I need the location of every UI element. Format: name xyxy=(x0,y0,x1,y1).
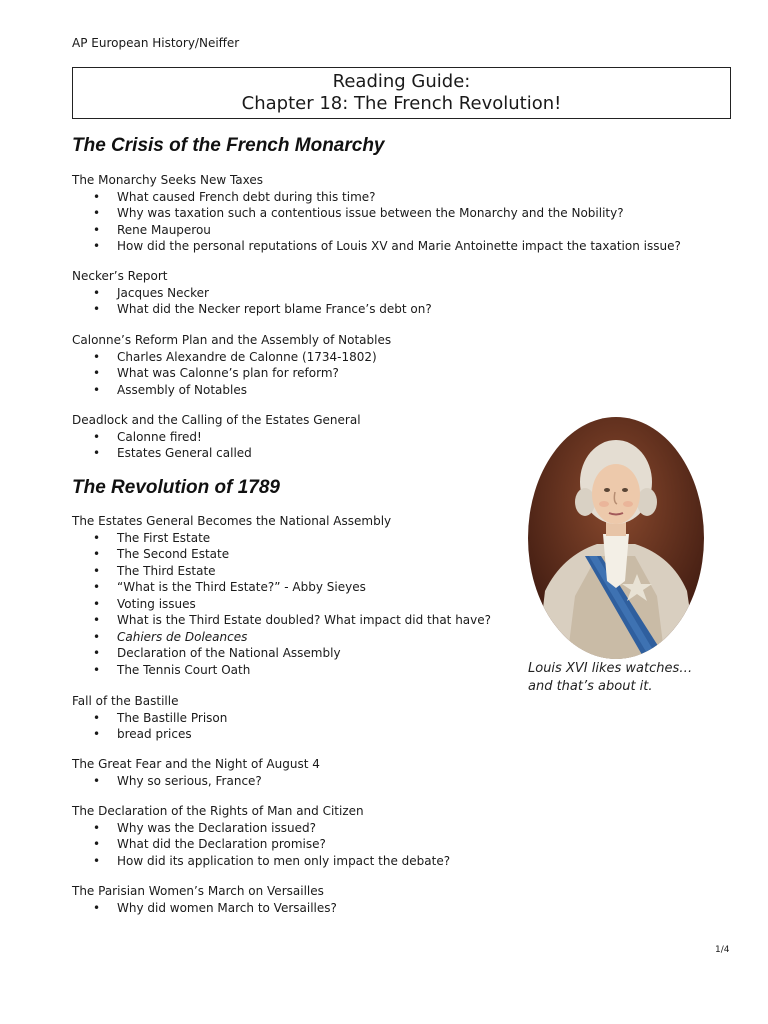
list-item: • How did its application to men only impact the debate? xyxy=(93,853,451,868)
bullet-icon: • xyxy=(93,629,101,644)
list-item: • Why so serious, France? xyxy=(93,773,262,788)
list-item: • How did the personal reputations of Louis XV and Marie Antoinette impact the taxation issue? xyxy=(93,239,681,253)
list-item: • What caused French debt during this time? xyxy=(93,189,376,204)
list-item: • The Bastille Prison xyxy=(93,710,228,725)
topic-title: Calonne’s Reform Plan and the Assembly of Notables xyxy=(72,333,392,347)
bullet-icon: • xyxy=(93,285,101,300)
topic-title: The Declaration of the Rights of Man and Citizen xyxy=(72,804,364,818)
bullet-icon: • xyxy=(93,710,101,725)
portrait xyxy=(527,416,705,660)
bullet-icon: • xyxy=(93,366,101,380)
topic-title: The Great Fear and the Night of August 4 xyxy=(72,757,320,771)
bullet-icon: • xyxy=(93,662,101,677)
caption-line-2: and that’s about it. xyxy=(528,679,653,694)
bullet-icon: • xyxy=(93,613,101,627)
topic-title: Deadlock and the Calling of the Estates General xyxy=(72,413,361,427)
portrait-caption xyxy=(528,660,728,696)
topic-block xyxy=(72,756,712,789)
bullet-icon: • xyxy=(93,189,101,204)
list-item: • The Third Estate xyxy=(93,563,216,578)
topic-title: Necker’s Report xyxy=(72,269,168,283)
bullet-icon: • xyxy=(93,727,101,741)
topic-title: The Parisian Women’s March on Versailles xyxy=(72,884,324,898)
list-item: • Cahiers de Doleances xyxy=(93,629,248,644)
topic-title: Fall of the Bastille xyxy=(72,694,179,708)
topic-title: The Estates General Becomes the National Assembly xyxy=(72,514,392,528)
bullet-icon: • xyxy=(93,530,101,545)
bullet-icon: • xyxy=(93,446,101,460)
topic-block xyxy=(72,803,712,869)
bullet-icon: • xyxy=(93,302,101,316)
bullet-icon: • xyxy=(93,547,101,561)
bullet-list xyxy=(72,773,712,790)
list-item: • Why was taxation such a contentious issue between the Monarchy and the Nobility? xyxy=(93,206,624,220)
bullet-icon: • xyxy=(93,773,101,788)
bullet-list xyxy=(72,710,712,743)
bullet-icon: • xyxy=(93,820,101,835)
list-item: • Jacques Necker xyxy=(93,285,209,300)
topic-title: The Monarchy Seeks New Taxes xyxy=(72,173,264,187)
list-item: • Assembly of Notables xyxy=(93,382,247,397)
list-item: • What did the Declaration promise? xyxy=(93,837,326,851)
list-item: • Calonne fired! xyxy=(93,429,202,444)
topic-block xyxy=(72,883,712,916)
bullet-icon: • xyxy=(93,563,101,578)
topic-block xyxy=(72,332,712,398)
bullet-list xyxy=(72,820,712,870)
bullet-icon: • xyxy=(93,596,101,611)
topic-block xyxy=(72,268,712,318)
course-header: AP European History/Neiffer xyxy=(72,36,240,50)
bullet-icon: • xyxy=(93,239,101,253)
section-heading-revolution: The Revolution of 1789 xyxy=(72,477,280,498)
list-item: • Why was the Declaration issued? xyxy=(93,820,316,835)
list-item: • Rene Mauperou xyxy=(93,222,211,237)
bullet-list xyxy=(72,285,712,318)
louis-xvi-portrait xyxy=(527,416,705,660)
bullet-icon: • xyxy=(93,349,101,364)
bullet-icon: • xyxy=(93,646,101,660)
bullet-icon: • xyxy=(93,837,101,851)
bullet-list xyxy=(72,349,712,399)
bullet-icon: • xyxy=(93,429,101,444)
list-item: • Charles Alexandre de Calonne (1734-1802) xyxy=(93,349,377,364)
list-item: • bread prices xyxy=(93,727,192,741)
bullet-icon: • xyxy=(93,900,101,915)
list-item: • What was Calonne’s plan for reform? xyxy=(93,366,339,380)
page-number: 1/4 xyxy=(715,945,730,955)
list-item: • Why did women March to Versailles? xyxy=(93,900,337,915)
bullet-icon: • xyxy=(93,853,101,868)
topic-block xyxy=(72,693,712,743)
list-item: • The Tennis Court Oath xyxy=(93,662,251,677)
caption-line-1: Louis XVI likes watches… xyxy=(528,661,693,676)
list-item: • The Second Estate xyxy=(93,547,230,561)
bullet-icon: • xyxy=(93,382,101,397)
title-line-1: Reading Guide: xyxy=(332,71,471,92)
bullet-icon: • xyxy=(93,580,101,594)
list-item: • What is the Third Estate doubled? What impact did that have? xyxy=(93,613,492,627)
list-item: • What did the Necker report blame France’s debt on? xyxy=(93,302,432,316)
topic-block xyxy=(72,172,712,255)
list-item: • Estates General called xyxy=(93,446,252,460)
bullet-list xyxy=(72,900,712,917)
bullet-icon: • xyxy=(93,222,101,237)
bullet-icon: • xyxy=(93,206,101,220)
list-item: • The First Estate xyxy=(93,530,211,545)
list-item: • Voting issues xyxy=(93,596,196,611)
title-box xyxy=(72,67,731,119)
list-item: • Declaration of the National Assembly xyxy=(93,646,341,660)
list-item: • “What is the Third Estate?” - Abby Sieyes xyxy=(93,580,366,594)
title-line-2: Chapter 18: The French Revolution! xyxy=(241,93,562,114)
bullet-list xyxy=(72,189,712,255)
section-heading-crisis: The Crisis of the French Monarchy xyxy=(72,135,385,156)
